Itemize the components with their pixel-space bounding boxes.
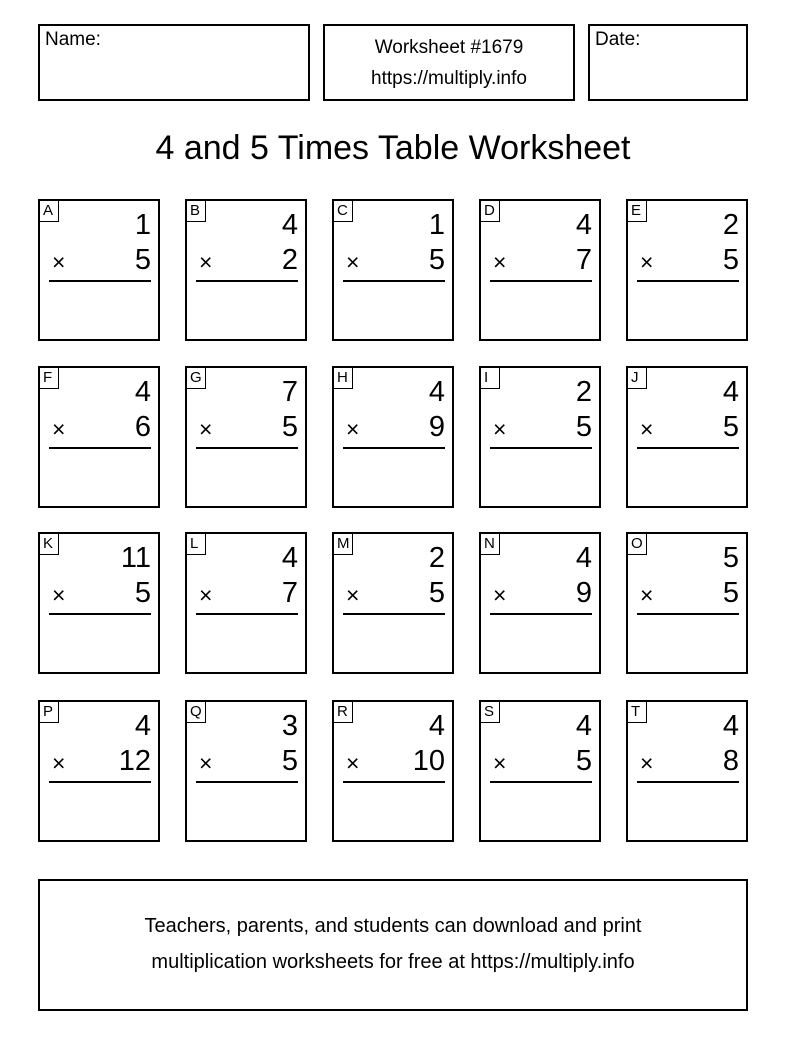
problem-card[interactable] [626,532,748,674]
multiplier: 5 [428,577,445,609]
worksheet-info-box [323,24,575,101]
answer-line [196,781,298,783]
worksheet-url: https://multiply.info [371,68,527,89]
multiplicand: 7 [281,376,298,408]
times-sign: × [493,750,507,776]
times-sign: × [52,416,66,442]
multiplicand: 2 [575,376,592,408]
multiplicand: 4 [575,542,592,574]
problem-card[interactable] [38,532,160,674]
answer-line [637,613,739,615]
times-sign: × [640,750,654,776]
multiplier: 12 [118,745,151,777]
multiplicand: 4 [428,376,445,408]
problem-card[interactable] [185,532,307,674]
answer-line [343,447,445,449]
multiplicand: 2 [428,542,445,574]
answer-line [49,280,151,282]
multiplicand: 4 [722,710,739,742]
multiplier: 5 [281,745,298,777]
multiplicand: 4 [575,710,592,742]
times-sign: × [199,249,213,275]
problem-label: P [40,702,59,723]
answer-line [637,447,739,449]
problem-card[interactable] [332,199,454,341]
multiplier: 5 [722,411,739,443]
date-box[interactable] [588,24,748,101]
answer-line [637,280,739,282]
problem-label: J [628,368,647,389]
page-title: 4 and 5 Times Table Worksheet [155,129,631,167]
problem-label: Q [187,702,206,723]
times-sign: × [640,582,654,608]
answer-line [343,613,445,615]
problem-label: T [628,702,647,723]
date-label: Date: [595,29,641,50]
multiplier: 5 [722,244,739,276]
problem-card[interactable] [185,366,307,508]
problem-card[interactable] [479,366,601,508]
multiplicand: 4 [134,710,151,742]
times-sign: × [493,582,507,608]
problem-card[interactable] [38,366,160,508]
multiplicand: 2 [722,209,739,241]
multiplicand: 5 [722,542,739,574]
times-sign: × [493,416,507,442]
times-sign: × [346,249,360,275]
multiplier: 5 [281,411,298,443]
times-sign: × [346,750,360,776]
answer-line [49,613,151,615]
times-sign: × [640,416,654,442]
answer-line [49,447,151,449]
problem-card[interactable] [626,199,748,341]
name-box[interactable] [38,24,310,101]
answer-line [343,781,445,783]
problem-label: B [187,201,206,222]
problem-card[interactable] [626,700,748,842]
problem-card[interactable] [38,700,160,842]
problem-card[interactable] [332,366,454,508]
footer-box [38,879,748,1011]
problem-card[interactable] [626,366,748,508]
times-sign: × [52,750,66,776]
multiplicand: 4 [428,710,445,742]
multiplicand: 4 [134,376,151,408]
problem-label: S [481,702,500,723]
problem-label: F [40,368,59,389]
problem-card[interactable] [479,199,601,341]
footer-line-1: Teachers, parents, and students can download and print [144,915,642,937]
multiplier: 8 [722,745,739,777]
multiplicand: 4 [722,376,739,408]
multiplier: 7 [281,577,298,609]
multiplicand: 3 [281,710,298,742]
multiplier: 6 [134,411,151,443]
times-sign: × [346,416,360,442]
times-sign: × [346,582,360,608]
problem-card[interactable] [332,700,454,842]
problem-label: A [40,201,59,222]
problem-label: L [187,534,206,555]
problem-label: D [481,201,500,222]
answer-line [637,781,739,783]
worksheet-number: Worksheet #1679 [374,37,524,58]
answer-line [196,613,298,615]
answer-line [49,781,151,783]
multiplicand: 11 [120,542,151,574]
multiplicand: 4 [575,209,592,241]
answer-line [196,447,298,449]
problem-card[interactable] [38,199,160,341]
answer-line [490,280,592,282]
times-sign: × [199,750,213,776]
multiplier: 10 [412,745,445,777]
multiplier: 5 [134,244,151,276]
name-label: Name: [45,29,101,50]
problem-label: K [40,534,59,555]
times-sign: × [52,249,66,275]
answer-line [490,781,592,783]
problem-label: I [481,368,500,389]
times-sign: × [199,582,213,608]
multiplicand: 4 [281,209,298,241]
multiplicand: 4 [281,542,298,574]
problem-card[interactable] [479,700,601,842]
problem-card[interactable] [185,199,307,341]
answer-line [490,613,592,615]
multiplier: 7 [575,244,592,276]
problem-label: M [334,534,353,555]
multiplier: 9 [428,411,445,443]
problem-label: H [334,368,353,389]
answer-line [196,280,298,282]
times-sign: × [640,249,654,275]
problem-card[interactable] [479,532,601,674]
problem-card[interactable] [332,532,454,674]
footer-line-2: multiplication worksheets for free at https://multiply.info [151,951,635,973]
problem-card[interactable] [185,700,307,842]
multiplicand: 1 [134,209,151,241]
multiplier: 5 [575,411,592,443]
multiplier: 9 [575,577,592,609]
problem-label: G [187,368,206,389]
answer-line [343,280,445,282]
problem-label: O [628,534,647,555]
problem-label: R [334,702,353,723]
multiplier: 5 [575,745,592,777]
multiplicand: 1 [428,209,445,241]
problem-label: N [481,534,500,555]
times-sign: × [493,249,507,275]
multiplier: 5 [428,244,445,276]
answer-line [490,447,592,449]
multiplier: 2 [281,244,298,276]
multiplier: 5 [134,577,151,609]
problem-label: C [334,201,353,222]
times-sign: × [52,582,66,608]
problem-label: E [628,201,647,222]
multiplier: 5 [722,577,739,609]
times-sign: × [199,416,213,442]
